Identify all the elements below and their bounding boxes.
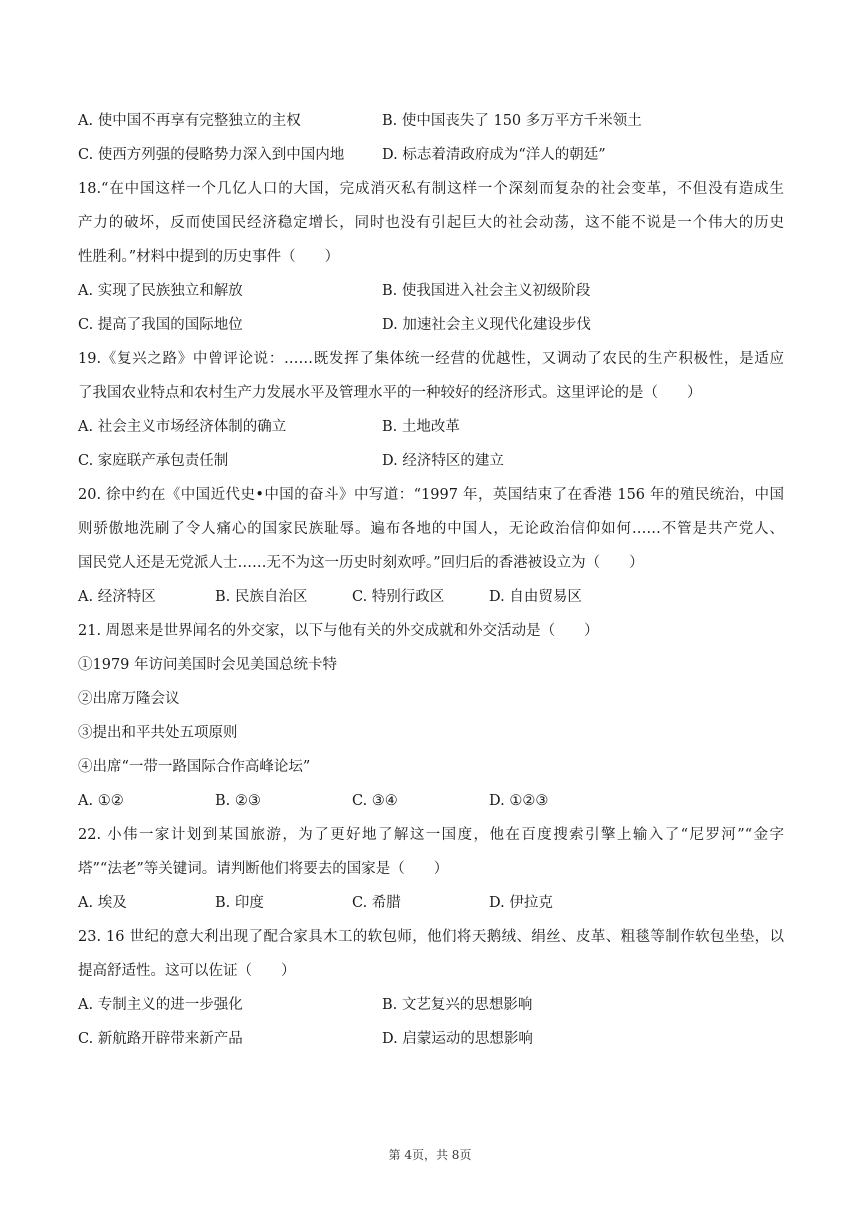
q21-option-b: B. ②③: [215, 793, 261, 809]
q20-option-a: A. 经济特区: [78, 589, 156, 605]
q22-stem-line-1: 22. 小伟一家计划到某国旅游，为了更好地了解这一国度，他在百度搜索引擎上输入了“尼罗河”“金字: [78, 827, 784, 843]
q21-options-row: [78, 788, 784, 822]
q22-option-d: D. 伊拉克: [489, 895, 553, 911]
q23-stem-line-2: 提高舒适性。这可以佐证（ ）: [78, 963, 296, 979]
q17-option-b: B. 使中国丧失了 150 多万平方千米领土: [382, 113, 642, 129]
q23-options-row-1: [78, 992, 784, 1026]
exam-page-content: [78, 108, 784, 1060]
q23-option-c: C. 新航路开辟带来新产品: [78, 1031, 243, 1047]
q19-option-c: C. 家庭联产承包责任制: [78, 453, 229, 469]
q20-option-b: B. 民族自治区: [215, 589, 308, 605]
q23-options-row-2: [78, 1026, 784, 1060]
q20-stem-line-2: 则骄傲地洗刷了令人痛心的国家民族耻辱。遍布各地的中国人，无论政治信仰如何……不管是共产党人、: [78, 521, 784, 537]
q23-stem-line-1: 23. 16 世纪的意大利出现了配合家具木工的软包师，他们将天鹅绒、绢丝、皮革、粗毯等制作软包坐垫，以: [78, 929, 784, 945]
q22-option-c: C. 希腊: [352, 895, 401, 911]
q21-option-d: D. ①②③: [489, 793, 549, 809]
q21-option-c: C. ③④: [352, 793, 398, 809]
q19-options-row-2: [78, 448, 784, 482]
q20-option-c: C. 特别行政区: [352, 589, 445, 605]
q20-option-d: D. 自由贸易区: [489, 589, 582, 605]
q21-item-4: ④出席“一带一路国际合作高峰论坛”: [78, 759, 311, 775]
q21-item-3: ③提出和平共处五项原则: [78, 725, 238, 741]
page-footer: [0, 1146, 860, 1163]
q18-options-row-1: [78, 278, 784, 312]
q17-options-row-1: [78, 108, 784, 142]
q19-option-d: D. 经济特区的建立: [382, 453, 504, 469]
q19-option-b: B. 土地改革: [382, 419, 460, 435]
q18-option-a: A. 实现了民族独立和解放: [78, 283, 243, 299]
q22-option-b: B. 印度: [215, 895, 264, 911]
q17-option-c: C. 使西方列强的侵略势力深入到中国内地: [78, 147, 345, 163]
q17-option-a: A. 使中国不再享有完整独立的主权: [78, 113, 301, 129]
q23-option-a: A. 专制主义的进一步强化: [78, 997, 243, 1013]
q18-option-c: C. 提高了我国的国际地位: [78, 317, 243, 333]
q18-options-row-2: [78, 312, 784, 346]
q18-option-d: D. 加速社会主义现代化建设步伐: [382, 317, 591, 333]
q18-stem-line-2: 产力的破坏，反而使国民经济稳定增长，同时也没有引起巨大的社会动荡，这不能不说是一个伟大的历史: [78, 215, 784, 231]
q18-stem-line-3: 性胜利。”材料中提到的历史事件（ ）: [78, 249, 340, 265]
q23-option-d: D. 启蒙运动的思想影响: [382, 1031, 533, 1047]
q20-options-row: [78, 584, 784, 618]
page-number-label: 第 4页，共 8页: [388, 1148, 472, 1162]
q20-stem-line-3: 国民党人还是无党派人士……无不为这一历史时刻欢呼。”回归后的香港被设立为（ ）: [78, 555, 644, 571]
q17-option-d: D. 标志着清政府成为“洋人的朝廷”: [382, 147, 606, 163]
q22-options-row: [78, 890, 784, 924]
q21-stem-line-1: 21. 周恩来是世界闻名的外交家，以下与他有关的外交成就和外交活动是（ ）: [78, 623, 599, 639]
q19-option-a: A. 社会主义市场经济体制的确立: [78, 419, 287, 435]
q19-options-row-1: [78, 414, 784, 448]
q20-stem-line-1: 20. 徐中约在《中国近代史•中国的奋斗》中写道：“1997 年，英国结束了在香港 156 年的殖民统治，中国: [78, 487, 784, 503]
q22-option-a: A. 埃及: [78, 895, 127, 911]
q23-option-b: B. 文艺复兴的思想影响: [382, 997, 533, 1013]
q22-stem-line-2: 塔”“法老”等关键词。请判断他们将要去的国家是（ ）: [78, 861, 449, 877]
q21-item-1: ①1979 年访问美国时会见美国总统卡特: [78, 657, 338, 673]
q18-option-b: B. 使我国进入社会主义初级阶段: [382, 283, 591, 299]
q17-options-row-2: [78, 142, 784, 176]
q21-item-2: ②出席万隆会议: [78, 691, 180, 707]
q21-option-a: A. ①②: [78, 793, 124, 809]
q18-stem-line-1: 18.“在中国这样一个几亿人口的大国，完成消灭私有制这样一个深刻而复杂的社会变革，不但没有造成生: [78, 181, 784, 197]
q19-stem-line-1: 19.《复兴之路》中曾评论说：……既发挥了集体统一经营的优越性，又调动了农民的生产积极性，是适应: [78, 351, 784, 367]
q19-stem-line-2: 了我国农业特点和农村生产力发展水平及管理水平的一种较好的经济形式。这里评论的是（ ）: [78, 385, 702, 401]
